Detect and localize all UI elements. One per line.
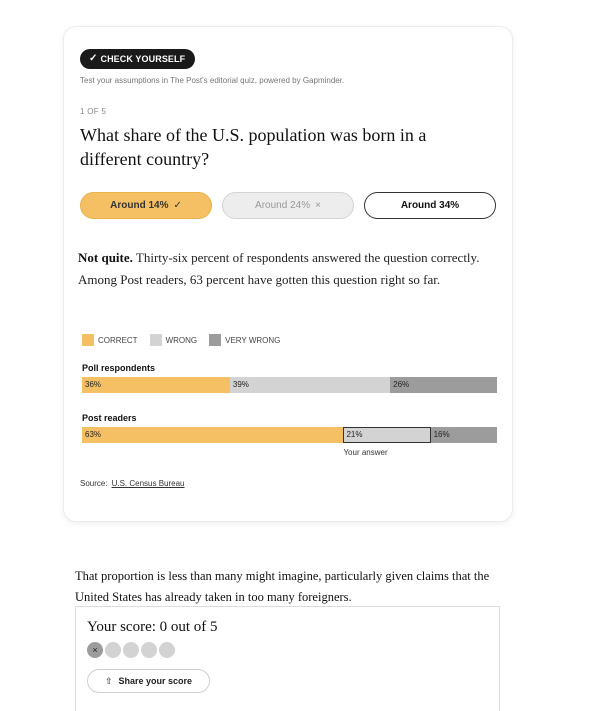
quiz-card [64,27,512,521]
answer-feedback [78,247,498,291]
legend-label: VERY WRONG [225,335,281,345]
score-dot-empty [123,642,139,658]
feedback-lead: Not quite. [78,250,133,265]
question-text: What share of the U.S. population was born in a different country? [80,125,427,169]
source-line [80,479,185,488]
post-readers-label: Post readers [82,413,137,423]
legend-swatch-very-wrong [209,334,221,346]
readers-very-wrong-segment: 16% [431,427,497,443]
share-label: Share your score [118,676,193,686]
question-counter: 1 OF 5 [80,107,107,116]
source-prefix: Source: [80,479,108,488]
share-icon: ⇧ [104,675,113,686]
score-progress-dots [87,642,175,658]
answer-label: Around 34% [400,200,460,211]
poll-correct-segment: 36% [82,377,230,393]
article-paragraph: That proportion is less than many might imagine, particularly given claims that the United States has already taken in too many foreigners. [75,569,490,604]
feedback-text: Thirty-six percent of respondents answered the question correctly. Among Post readers, 63 percent have gotten this question right so far. [78,250,480,287]
post-readers-bar [82,427,497,443]
score-panel [75,606,500,711]
score-title: Your score: 0 out of 5 [87,619,218,635]
legend-label: WRONG [165,335,198,345]
answer-button-14[interactable] [80,192,212,219]
checkmark-icon: ✓ [89,53,98,64]
legend-swatch-wrong [150,334,162,346]
close-icon: × [315,200,321,211]
checkmark-icon: ✓ [173,200,182,211]
answer-label: Around 14% [110,200,169,211]
badge-label: CHECK YOURSELF [100,54,186,64]
poll-very-wrong-segment: 26% [390,377,497,393]
quiz-subtitle: Test your assumptions in The Post's editorial quiz, powered by Gapminder. [80,76,345,85]
answer-button-34[interactable] [364,192,496,219]
legend-item-very-wrong [209,334,280,346]
answer-button-24[interactable] [222,192,354,219]
check-yourself-badge [80,49,195,69]
score-dot-empty [159,642,175,658]
poll-wrong-segment: 39% [230,377,390,393]
legend-item-correct [82,334,138,346]
poll-respondents-bar [82,377,497,393]
score-dot-empty [105,642,121,658]
your-answer-label: Your answer [343,448,388,457]
readers-wrong-segment-your-answer: 21% [343,427,430,443]
answer-label: Around 24% [255,200,311,211]
legend-swatch-correct [82,334,94,346]
readers-correct-segment: 63% [82,427,343,443]
score-dot-wrong: × [87,642,103,658]
legend-item-wrong [150,334,198,346]
results-legend [82,334,286,346]
legend-label: CORRECT [98,335,138,345]
source-link[interactable]: U.S. Census Bureau [111,479,185,488]
score-dot-empty [141,642,157,658]
poll-respondents-label: Poll respondents [82,363,156,373]
share-score-button[interactable] [87,669,210,693]
